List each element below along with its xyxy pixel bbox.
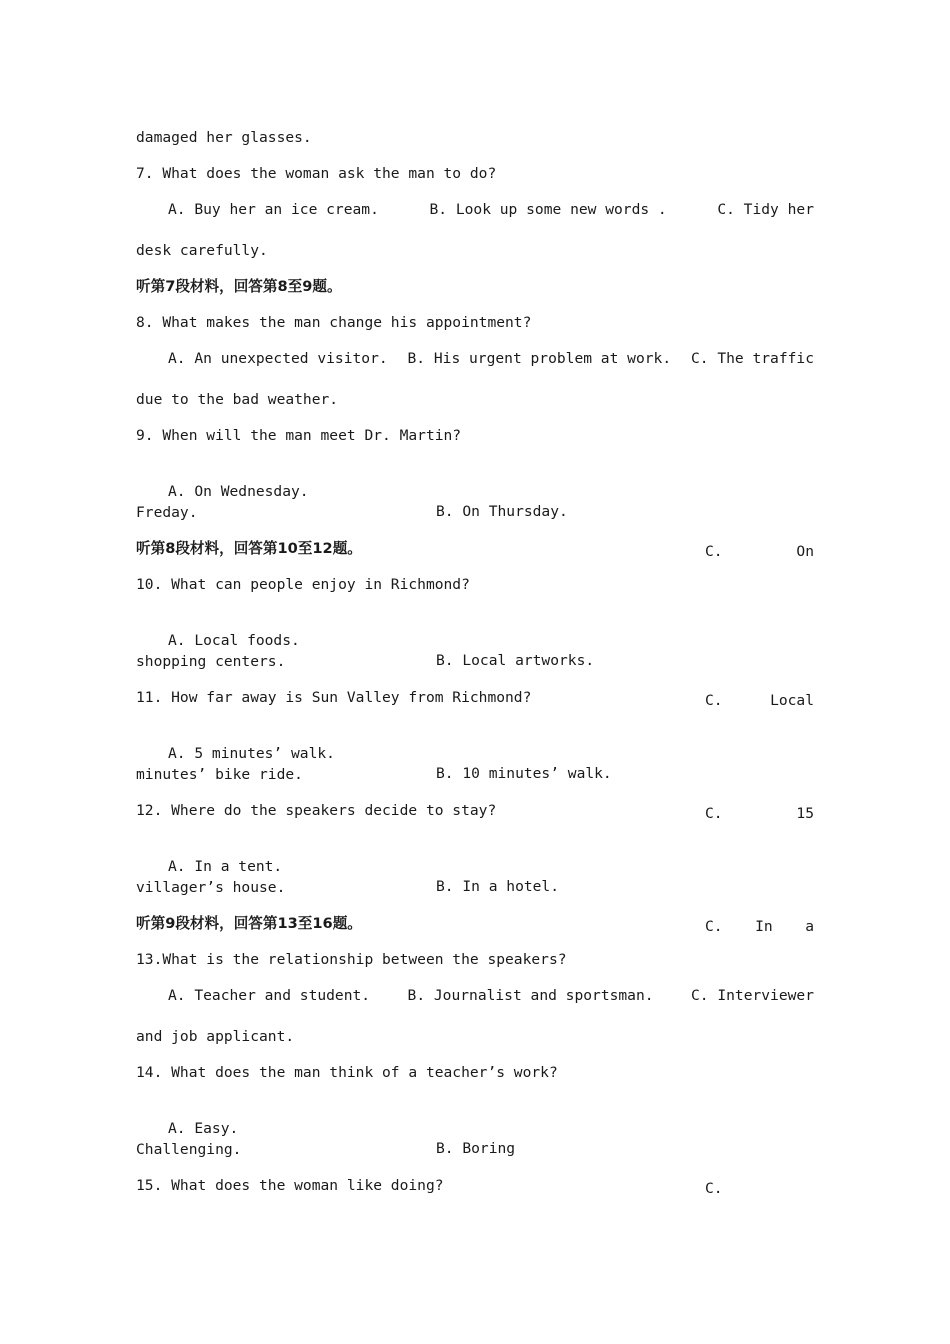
question-13: 13.What is the relationship between the speakers? (136, 951, 567, 968)
option-c-continued: due to the bad weather. (136, 391, 339, 408)
option-c-continued: shopping centers. (136, 653, 286, 670)
option-b: B. Local artworks. (436, 652, 595, 669)
option-c-continued: villager’s house. (136, 879, 286, 896)
option-c-word: In (755, 918, 773, 935)
question-13-options (168, 986, 814, 1006)
question-11: 11. How far away is Sun Valley from Richmond? (136, 689, 532, 706)
option-b: B. In a hotel. (436, 878, 560, 895)
option-c-continued: Freday. (136, 504, 198, 521)
option-c: C. Tidy her (717, 201, 814, 218)
question-8: 8. What makes the man change his appointment? (136, 314, 532, 331)
section-heading-9: 听第9段材料，回答第13至16题。 (136, 915, 362, 932)
option-c-continued: and job applicant. (136, 1028, 295, 1045)
option-a: A. 5 minutes’ walk. (168, 745, 335, 762)
question-7-options (168, 200, 814, 220)
option-c-word: Local (770, 692, 814, 709)
option-c-word: 15 (796, 805, 814, 822)
option-b: B. Look up some new words . (429, 201, 667, 218)
option-c-continued: minutes’ bike ride. (136, 766, 303, 783)
option-c-letter: C. (705, 543, 723, 560)
option-c-continued: desk carefully. (136, 242, 268, 259)
option-b: B. On Thursday. (436, 503, 568, 520)
text-line: damaged her glasses. (136, 129, 312, 146)
question-8-options (168, 349, 814, 369)
option-a: A. In a tent. (168, 858, 283, 875)
option-a: A. Teacher and student. (168, 987, 371, 1004)
option-a: A. Buy her an ice cream. (168, 201, 379, 218)
option-a: A. An unexpected visitor. (168, 350, 388, 367)
question-14: 14. What does the man think of a teacher’s work? (136, 1064, 558, 1081)
option-b: B. 10 minutes’ walk. (436, 765, 612, 782)
option-c-letter: C. (705, 1180, 723, 1197)
question-7: 7. What does the woman ask the man to do? (136, 165, 497, 182)
option-c-word: a (805, 918, 814, 935)
question-10: 10. What can people enjoy in Richmond? (136, 576, 470, 593)
option-c-letter: C. (705, 918, 723, 935)
option-b: B. Boring (436, 1140, 516, 1157)
option-c-letter: C. (705, 805, 723, 822)
option-c-word: On (796, 543, 814, 560)
question-15: 15. What does the woman like doing? (136, 1177, 444, 1194)
question-9: 9. When will the man meet Dr. Martin? (136, 427, 462, 444)
option-a: A. Easy. (168, 1120, 239, 1137)
option-b: B. Journalist and sportsman. (407, 987, 654, 1004)
option-c-letter: C. (705, 692, 723, 709)
option-c-continued: Challenging. (136, 1141, 242, 1158)
option-a: A. On Wednesday. (168, 483, 309, 500)
option-c: C. The traffic (690, 350, 814, 367)
option-c: C. Interviewer (690, 987, 814, 1004)
option-b: B. His urgent problem at work. (407, 350, 672, 367)
section-heading-8: 听第8段材料，回答第10至12题。 (136, 540, 362, 557)
option-a: A. Local foods. (168, 632, 300, 649)
section-heading-7: 听第7段材料，回答第8至9题。 (136, 278, 342, 295)
question-12: 12. Where do the speakers decide to stay? (136, 802, 497, 819)
